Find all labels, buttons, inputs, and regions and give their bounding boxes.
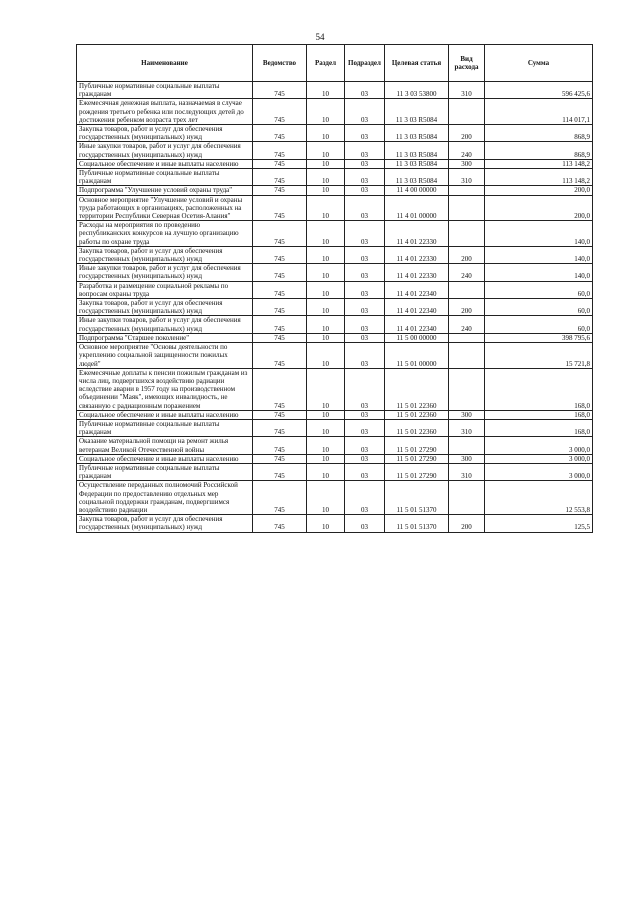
cell-dept: 745 <box>253 82 307 99</box>
header-section: Раздел <box>307 45 345 82</box>
cell-dept: 745 <box>253 437 307 454</box>
cell-sum: 113 148,2 <box>485 169 593 186</box>
cell-sum: 200,0 <box>485 186 593 195</box>
cell-name: Подпрограмма "Старшее поколение" <box>77 333 253 342</box>
cell-exp-type: 310 <box>449 82 485 99</box>
cell-sum: 140,0 <box>485 221 593 247</box>
cell-subsection: 03 <box>345 159 385 168</box>
cell-dept: 745 <box>253 169 307 186</box>
cell-subsection: 03 <box>345 281 385 298</box>
cell-exp-type <box>449 481 485 515</box>
cell-subsection: 03 <box>345 368 385 410</box>
cell-exp-type <box>449 99 485 125</box>
cell-dept: 745 <box>253 515 307 532</box>
cell-subsection: 03 <box>345 333 385 342</box>
table-row <box>77 454 593 463</box>
table-row <box>77 410 593 419</box>
cell-sum: 3 000,0 <box>485 437 593 454</box>
cell-sum: 3 000,0 <box>485 454 593 463</box>
cell-name: Иные закупки товаров, работ и услуг для обеспечения государственных (муниципальных) нужд <box>77 316 253 333</box>
cell-name: Публичные нормативные социальные выплаты гражданам <box>77 463 253 480</box>
table-row <box>77 82 593 99</box>
cell-section: 10 <box>307 142 345 159</box>
table-row <box>77 186 593 195</box>
cell-subsection: 03 <box>345 410 385 419</box>
table-row <box>77 437 593 454</box>
cell-dept: 745 <box>253 333 307 342</box>
cell-dept: 745 <box>253 343 307 369</box>
cell-target: 11 3 03 R5084 <box>385 99 449 125</box>
cell-sum: 168,0 <box>485 410 593 419</box>
cell-subsection: 03 <box>345 125 385 142</box>
cell-sum: 168,0 <box>485 368 593 410</box>
cell-exp-type <box>449 221 485 247</box>
cell-section: 10 <box>307 82 345 99</box>
cell-target: 11 5 01 22360 <box>385 410 449 419</box>
cell-exp-type <box>449 368 485 410</box>
cell-section: 10 <box>307 410 345 419</box>
cell-subsection: 03 <box>345 186 385 195</box>
cell-section: 10 <box>307 159 345 168</box>
cell-name: Разработка и размещение социальной рекламы по вопросам охраны труда <box>77 281 253 298</box>
cell-subsection: 03 <box>345 437 385 454</box>
cell-dept: 745 <box>253 125 307 142</box>
cell-name: Ежемесячная денежная выплата, назначаемая в случае рождения третьего ребенка или последующих детей до достижения ребенком возраста трех лет <box>77 99 253 125</box>
cell-dept: 745 <box>253 186 307 195</box>
cell-sum: 3 000,0 <box>485 463 593 480</box>
cell-target: 11 5 01 27290 <box>385 437 449 454</box>
cell-exp-type: 240 <box>449 316 485 333</box>
cell-dept: 745 <box>253 246 307 263</box>
cell-subsection: 03 <box>345 82 385 99</box>
cell-section: 10 <box>307 463 345 480</box>
cell-sum: 15 721,8 <box>485 343 593 369</box>
table-row <box>77 99 593 125</box>
cell-sum: 60,0 <box>485 316 593 333</box>
table-row <box>77 333 593 342</box>
cell-subsection: 03 <box>345 454 385 463</box>
cell-dept: 745 <box>253 281 307 298</box>
cell-name: Закупка товаров, работ и услуг для обеспечения государственных (муниципальных) нужд <box>77 515 253 532</box>
cell-exp-type: 200 <box>449 299 485 316</box>
cell-section: 10 <box>307 195 345 221</box>
table-row <box>77 159 593 168</box>
cell-exp-type <box>449 186 485 195</box>
table-row <box>77 195 593 221</box>
cell-target: 11 5 00 00000 <box>385 333 449 342</box>
cell-target: 11 3 03 R5084 <box>385 142 449 159</box>
cell-exp-type <box>449 333 485 342</box>
cell-exp-type <box>449 343 485 369</box>
page-number: 54 <box>315 32 325 42</box>
cell-name: Иные закупки товаров, работ и услуг для обеспечения государственных (муниципальных) нужд <box>77 264 253 281</box>
cell-exp-type: 240 <box>449 142 485 159</box>
cell-section: 10 <box>307 368 345 410</box>
cell-subsection: 03 <box>345 463 385 480</box>
cell-name: Основное мероприятие "Улучшение условий и охраны труда работающих в организациях, расположенных на территории Республики Северная Осетия-Алания" <box>77 195 253 221</box>
cell-target: 11 4 01 22330 <box>385 264 449 281</box>
cell-exp-type: 240 <box>449 264 485 281</box>
header-sum: Сумма <box>485 45 593 82</box>
table-row <box>77 343 593 369</box>
cell-subsection: 03 <box>345 221 385 247</box>
cell-section: 10 <box>307 299 345 316</box>
cell-dept: 745 <box>253 142 307 159</box>
cell-subsection: 03 <box>345 264 385 281</box>
cell-name: Публичные нормативные социальные выплаты гражданам <box>77 419 253 436</box>
cell-exp-type: 310 <box>449 169 485 186</box>
cell-subsection: 03 <box>345 299 385 316</box>
table-row <box>77 125 593 142</box>
cell-section: 10 <box>307 99 345 125</box>
cell-target: 11 4 01 22340 <box>385 316 449 333</box>
cell-name: Публичные нормативные социальные выплаты гражданам <box>77 82 253 99</box>
table-row <box>77 142 593 159</box>
cell-dept: 745 <box>253 195 307 221</box>
table-row <box>77 299 593 316</box>
cell-section: 10 <box>307 169 345 186</box>
header-name: Наименование <box>77 45 253 82</box>
cell-exp-type: 310 <box>449 419 485 436</box>
cell-name: Оказание материальной помощи на ремонт жилья ветеранам Великой Отечественной войны <box>77 437 253 454</box>
cell-target: 11 4 01 22340 <box>385 281 449 298</box>
cell-exp-type <box>449 281 485 298</box>
cell-target: 11 4 01 22340 <box>385 299 449 316</box>
cell-exp-type: 300 <box>449 454 485 463</box>
cell-section: 10 <box>307 125 345 142</box>
cell-target: 11 4 01 22330 <box>385 246 449 263</box>
cell-name: Публичные нормативные социальные выплаты гражданам <box>77 169 253 186</box>
cell-sum: 868,9 <box>485 142 593 159</box>
table-row <box>77 246 593 263</box>
cell-dept: 745 <box>253 316 307 333</box>
cell-section: 10 <box>307 419 345 436</box>
cell-dept: 745 <box>253 221 307 247</box>
cell-dept: 745 <box>253 368 307 410</box>
cell-dept: 745 <box>253 264 307 281</box>
cell-dept: 745 <box>253 481 307 515</box>
table-row <box>77 481 593 515</box>
cell-target: 11 5 01 27290 <box>385 463 449 480</box>
cell-exp-type: 200 <box>449 246 485 263</box>
cell-name: Основное мероприятие "Основы деятельности по укреплению социальной защищенности пожилых людей" <box>77 343 253 369</box>
cell-dept: 745 <box>253 99 307 125</box>
cell-exp-type: 200 <box>449 125 485 142</box>
cell-sum: 200,0 <box>485 195 593 221</box>
table-row <box>77 169 593 186</box>
cell-subsection: 03 <box>345 246 385 263</box>
cell-section: 10 <box>307 316 345 333</box>
cell-target: 11 3 03 R5084 <box>385 169 449 186</box>
cell-target: 11 5 01 22360 <box>385 368 449 410</box>
cell-dept: 745 <box>253 454 307 463</box>
cell-exp-type: 310 <box>449 463 485 480</box>
cell-target: 11 5 01 22360 <box>385 419 449 436</box>
cell-name: Ежемесячные доплаты к пенсии пожилым гражданам из числа лиц, подвергшихся воздействию радиации вследствие аварии в 1957 году на производственном объединении "Маяк", имеющих инвалидность, не связанную с радиационным поражением <box>77 368 253 410</box>
cell-name: Закупка товаров, работ и услуг для обеспечения государственных (муниципальных) нужд <box>77 299 253 316</box>
cell-name: Закупка товаров, работ и услуг для обеспечения государственных (муниципальных) нужд <box>77 246 253 263</box>
cell-subsection: 03 <box>345 419 385 436</box>
budget-table <box>76 44 593 533</box>
header-target: Целевая статья <box>385 45 449 82</box>
table-row <box>77 316 593 333</box>
cell-target: 11 4 01 22330 <box>385 221 449 247</box>
cell-subsection: 03 <box>345 343 385 369</box>
cell-section: 10 <box>307 221 345 247</box>
header-dept: Ведомство <box>253 45 307 82</box>
table-row <box>77 264 593 281</box>
cell-subsection: 03 <box>345 195 385 221</box>
cell-subsection: 03 <box>345 142 385 159</box>
cell-sum: 12 553,8 <box>485 481 593 515</box>
header-subsection: Подраздел <box>345 45 385 82</box>
cell-target: 11 3 03 R5084 <box>385 159 449 168</box>
table-header-row <box>77 45 593 82</box>
cell-sum: 60,0 <box>485 281 593 298</box>
cell-subsection: 03 <box>345 169 385 186</box>
cell-target: 11 4 01 00000 <box>385 195 449 221</box>
cell-target: 11 5 01 51370 <box>385 481 449 515</box>
cell-name: Закупка товаров, работ и услуг для обеспечения государственных (муниципальных) нужд <box>77 125 253 142</box>
cell-exp-type: 200 <box>449 515 485 532</box>
cell-exp-type <box>449 195 485 221</box>
table-row <box>77 368 593 410</box>
cell-exp-type: 300 <box>449 410 485 419</box>
cell-section: 10 <box>307 246 345 263</box>
cell-target: 11 5 01 27290 <box>385 454 449 463</box>
cell-name: Расходы на мероприятия по проведению республиканских конкурсов на лучшую организацию работы по охране труда <box>77 221 253 247</box>
cell-sum: 114 017,1 <box>485 99 593 125</box>
cell-name: Социальное обеспечение и иные выплаты населению <box>77 159 253 168</box>
cell-section: 10 <box>307 437 345 454</box>
cell-dept: 745 <box>253 159 307 168</box>
cell-dept: 745 <box>253 419 307 436</box>
cell-section: 10 <box>307 454 345 463</box>
cell-target: 11 4 00 00000 <box>385 186 449 195</box>
cell-name: Иные закупки товаров, работ и услуг для обеспечения государственных (муниципальных) нужд <box>77 142 253 159</box>
cell-section: 10 <box>307 515 345 532</box>
table-row <box>77 419 593 436</box>
cell-target: 11 3 03 R5084 <box>385 125 449 142</box>
cell-sum: 140,0 <box>485 246 593 263</box>
cell-section: 10 <box>307 281 345 298</box>
cell-sum: 140,0 <box>485 264 593 281</box>
cell-subsection: 03 <box>345 316 385 333</box>
cell-section: 10 <box>307 343 345 369</box>
table-row <box>77 281 593 298</box>
cell-sum: 168,0 <box>485 419 593 436</box>
cell-target: 11 3 03 53800 <box>385 82 449 99</box>
cell-subsection: 03 <box>345 99 385 125</box>
cell-sum: 868,9 <box>485 125 593 142</box>
cell-sum: 125,5 <box>485 515 593 532</box>
table-row <box>77 515 593 532</box>
cell-dept: 745 <box>253 463 307 480</box>
cell-section: 10 <box>307 186 345 195</box>
cell-sum: 398 795,6 <box>485 333 593 342</box>
table-row <box>77 463 593 480</box>
cell-sum: 596 425,6 <box>485 82 593 99</box>
cell-dept: 745 <box>253 299 307 316</box>
cell-sum: 60,0 <box>485 299 593 316</box>
cell-name: Социальное обеспечение и иные выплаты населению <box>77 454 253 463</box>
cell-name: Социальное обеспечение и иные выплаты населению <box>77 410 253 419</box>
cell-section: 10 <box>307 264 345 281</box>
cell-exp-type: 300 <box>449 159 485 168</box>
cell-exp-type <box>449 437 485 454</box>
cell-section: 10 <box>307 333 345 342</box>
cell-sum: 113 148,2 <box>485 159 593 168</box>
cell-dept: 745 <box>253 410 307 419</box>
cell-section: 10 <box>307 481 345 515</box>
header-exp-type: Вид расхода <box>449 45 485 82</box>
cell-name: Подпрограмма "Улучшение условий охраны труда" <box>77 186 253 195</box>
cell-subsection: 03 <box>345 515 385 532</box>
cell-target: 11 5 01 51370 <box>385 515 449 532</box>
cell-target: 11 5 01 00000 <box>385 343 449 369</box>
table-row <box>77 221 593 247</box>
cell-name: Осуществление переданных полномочий Российской Федерации по предоставлению отдельных мер социальной поддержки гражданам, подвергшимся воздействию радиации <box>77 481 253 515</box>
cell-subsection: 03 <box>345 481 385 515</box>
